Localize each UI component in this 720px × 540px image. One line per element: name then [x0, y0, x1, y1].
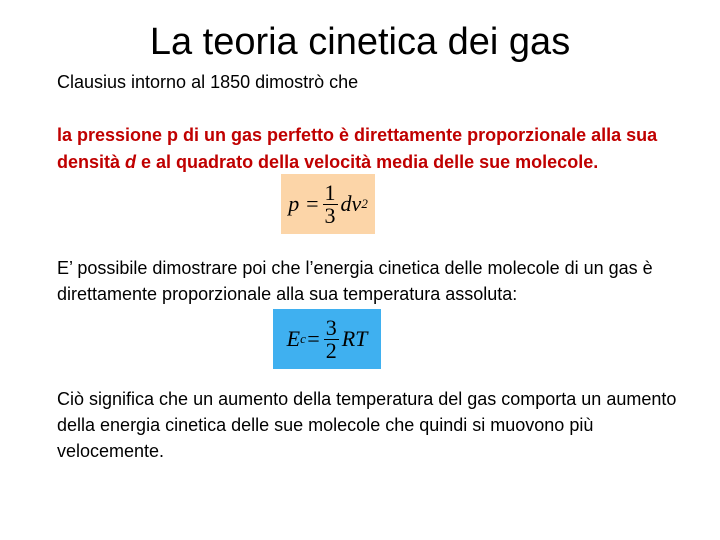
- intro-text: Clausius intorno al 1850 dimostrò che: [57, 72, 359, 92]
- pressure-formula: p = $\frac{1}{3}$ dv 2: [281, 174, 375, 234]
- energy-paragraph: E’ possibile dimostrare poi che l’energia cinetica delle molecole di un gas è direttamente proporzionale alla sua temperatura assoluta:: [57, 258, 653, 304]
- formula2-numerator: 3: [325, 314, 337, 340]
- formula2-rhs: RT: [341, 326, 368, 351]
- formula2-fraction: [324, 314, 339, 363]
- formula1-numerator: 1: [324, 179, 336, 205]
- slide-title: La teoria cinetica dei gas: [149, 21, 571, 63]
- statement-part2: e al quadrato della velocità media delle sue molecole.: [136, 152, 599, 172]
- formula1-denominator: 3: [324, 202, 336, 228]
- kinetic-energy-formula: E c = $\frac{3}{2}$ RT: [273, 309, 381, 369]
- formula2-equals: =: [305, 326, 321, 351]
- formula2-denominator: 2: [325, 337, 337, 363]
- conclusion-paragraph: Ciò significa che un aumento della temperatura del gas comporta un aumento della energia cinetica delle sue molecole che quindi si muovono più velocemente.: [57, 389, 677, 461]
- formula2-lhs: E: [286, 326, 301, 351]
- pressure-statement: [57, 122, 697, 176]
- formula1-rhs: dv: [340, 191, 362, 216]
- statement-density-symbol: d: [125, 152, 137, 172]
- formula1-lhs: p =: [288, 191, 320, 216]
- statement-part1: la pressione p di un gas perfetto è direttamente proporzionale alla sua densità: [57, 125, 658, 172]
- formula1-fraction: [323, 179, 338, 228]
